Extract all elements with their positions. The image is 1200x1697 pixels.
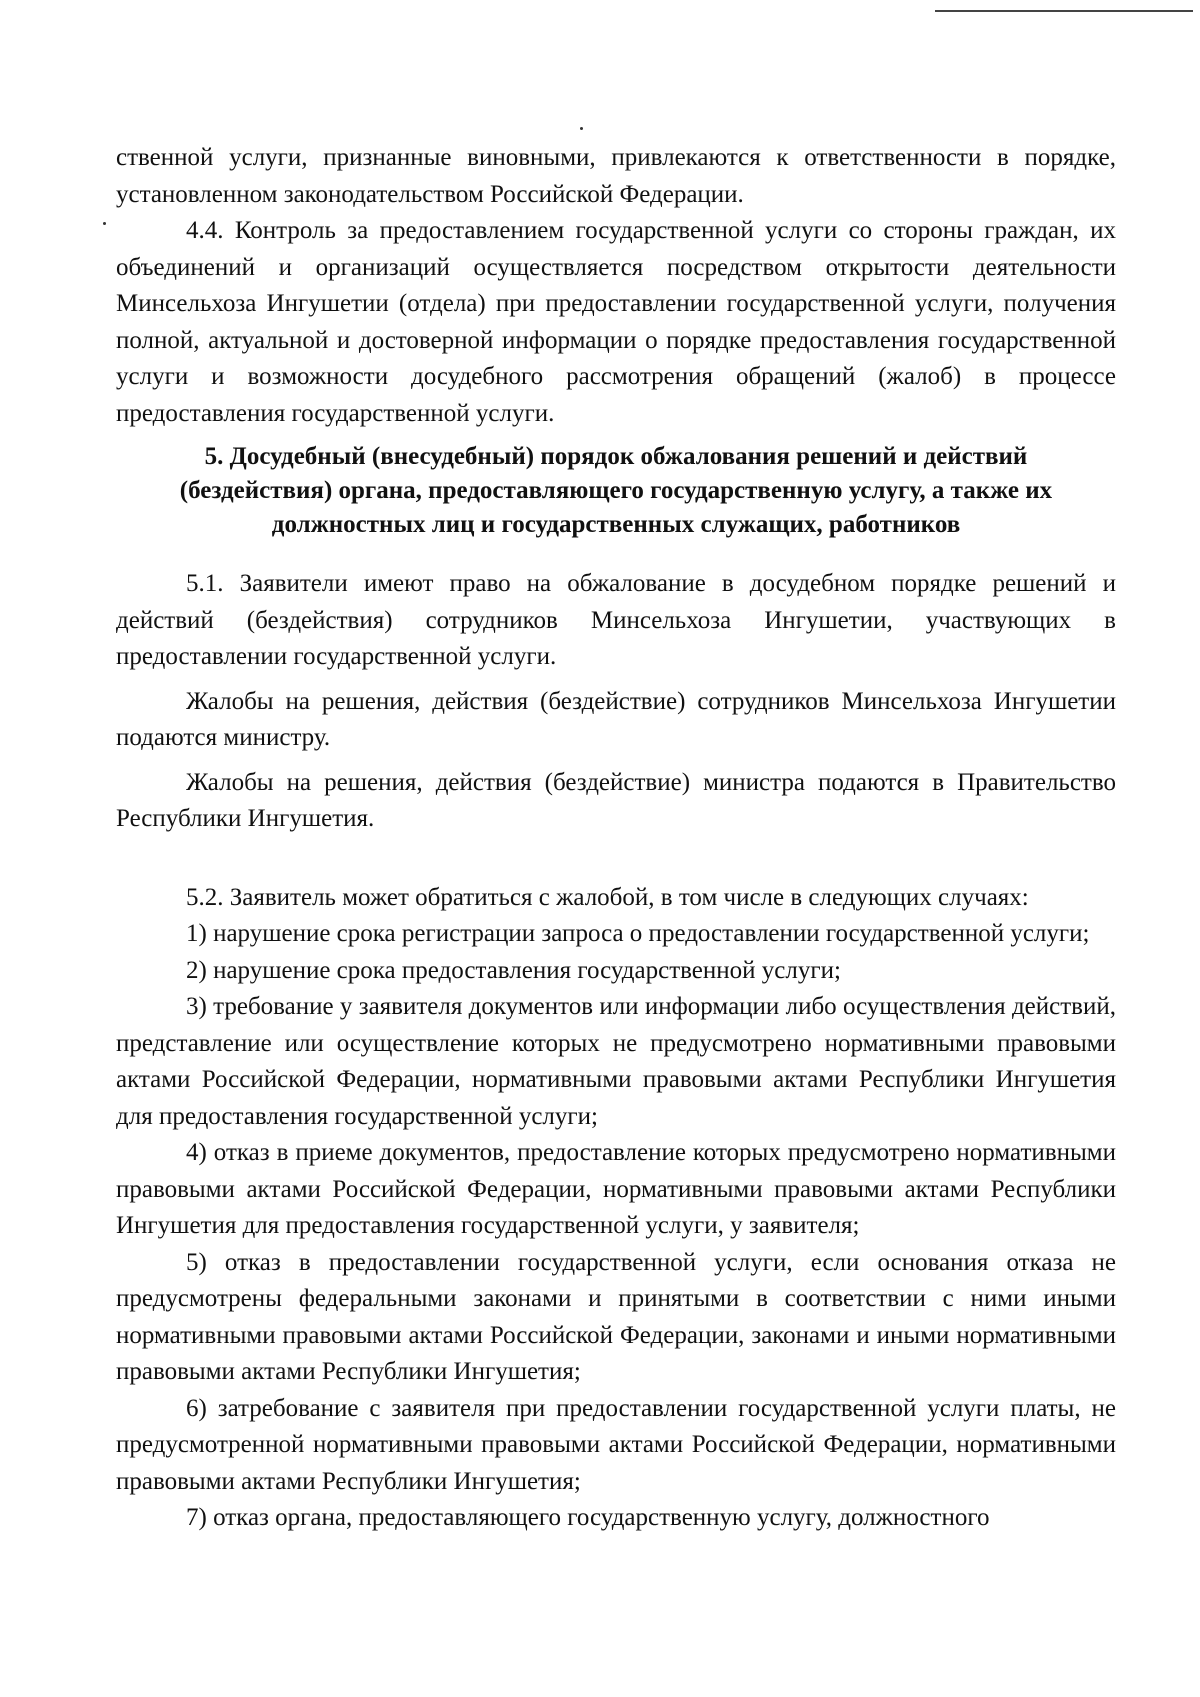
paragraph-complaints-government: Жалобы на решения, действия (бездействие) министра подаются в Правительство Республики Ингушетия. — [116, 768, 1116, 832]
list-item: 2) нарушение срока предоставления государственной услуги; — [186, 956, 841, 984]
list-item: 7) отказ органа, предоставляющего государственную услугу, должностного — [186, 1504, 990, 1531]
paragraph-continuation: ственной услуги, признанные виновными, привлекаются к ответственности в порядке, установленном законодательством Российской Федерации. — [116, 144, 1116, 208]
top-rule — [935, 10, 1193, 12]
paragraph-4-4: 4.4. Контроль за предоставлением государственной услуги со стороны граждан, их объединений и организаций осуществляется посредством открытости деятельности Минсельхоза Ингушетии (отдела) при предоставлении государственной услуги, получения полной, актуальной и достоверной информации о порядке предоставления государственной услуги и возможности досудебного рассмотрения обращений (жалоб) в процессе предоставления государственной услуги. — [116, 217, 1116, 427]
scan-artifact — [580, 127, 583, 130]
paragraph-complaints-ministry: Жалобы на решения, действия (бездействие) сотрудников Минсельхоза Ингушетии подаются министру. — [116, 687, 1116, 751]
document-page — [116, 140, 1116, 1537]
list-item: 4) отказ в приеме документов, предоставление которых предусмотрено нормативными правовыми актами Российской Федерации, нормативными правовыми актами Республики Ингушетия для предоставления государственной услуги, у заявителя; — [116, 1139, 1116, 1239]
list-item: 1) нарушение срока регистрации запроса о предоставлении государственной услуги; — [186, 920, 1090, 947]
paragraph-5-2-intro: 5.2. Заявитель может обратиться с жалобой, в том числе в следующих случаях: — [186, 883, 1029, 911]
list-item: 5) отказ в предоставлении государственной услуги, если основания отказа не предусмотрены федеральными законами и принятыми в соответствии с ними иными нормативными правовыми актами Российской Федерации, законами и иными нормативными правовыми актами Республики Ингушетия; — [116, 1248, 1116, 1385]
section-heading: 5. Досудебный (внесудебный) порядок обжалования решений и действий (бездействия) органа, предоставляющего государственную услугу, а также их должностных лиц и государственных служащих, работников — [179, 443, 1053, 538]
paragraph-5-1: 5.1. Заявители имеют право на обжалование в досудебном порядке решений и действий (бездействия) сотрудников Минсельхоза Ингушетии, участвующих в предоставлении государственной услуги. — [116, 570, 1116, 670]
list-item: 3) требование у заявителя документов или информации либо осуществления действий, представление или осуществление которых не предусмотрено нормативными правовыми актами Российской Федерации, нормативными правовыми актами Республики Ингушетия для предоставления государственной услуги; — [116, 993, 1116, 1130]
scan-artifact — [103, 222, 106, 225]
list-item: 6) затребование с заявителя при предоставлении государственной услуги платы, не предусмотренной нормативными правовыми актами Российской Федерации, нормативными правовыми актами Республики Ингушетия; — [116, 1394, 1116, 1495]
